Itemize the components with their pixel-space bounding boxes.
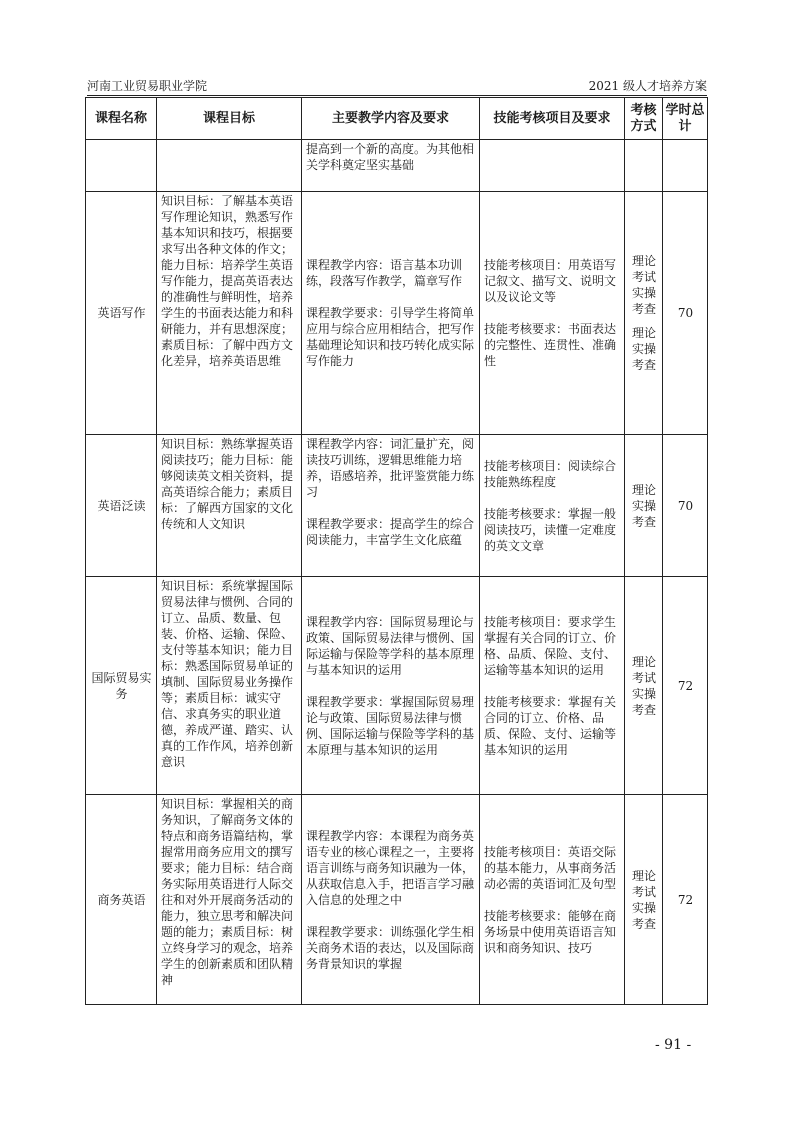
assessment-method: 理论实操考查: [625, 435, 663, 577]
course-name: 国际贸易实务: [86, 577, 157, 795]
col-header-skill: 技能考核项目及要求: [480, 98, 625, 140]
skill-assessment: [480, 192, 625, 435]
col-header-goal: 课程目标: [157, 98, 302, 140]
col-header-name: 课程名称: [86, 98, 157, 140]
table-header-row: [86, 98, 708, 140]
table-cell: [157, 140, 302, 192]
requirement-text: 课程教学要求：掌握国际贸易理论与政策、国际贸易法律与惯例、国际运输与保险等学科的基本原理与基本知识的运用: [306, 694, 475, 757]
header-program-title: 2021 级人才培养方案: [588, 79, 707, 93]
total-hours: 70: [663, 192, 708, 435]
table-row: [86, 192, 708, 435]
table-cell: [663, 140, 708, 192]
table-cell: [480, 140, 625, 192]
assessment-method: 理论考试实操考查: [625, 795, 663, 1005]
table-row: [86, 435, 708, 577]
method-text: 理论实操考查: [631, 326, 656, 372]
content-continuation: 提高到一个新的高度。为其他相关学科奠定坚实基础: [302, 140, 480, 192]
assessment-method: [625, 192, 663, 435]
content-text: 课程教学内容：国际贸易理论与政策、国际贸易法律与惯例、国际运输与保险等学科的基本原理与基本知识的运用: [306, 614, 475, 677]
course-content: [302, 795, 480, 1005]
skill-item: 技能考核项目：要求学生掌握有关合同的订立、价格、品质、保险、支付、运输等基本知识的运用: [484, 614, 617, 677]
content-text: 课程教学内容：语言基本功训练，段落写作教学，篇章写作: [306, 258, 463, 288]
table-cell: [625, 140, 663, 192]
course-name: 英语泛读: [86, 435, 157, 577]
content-text: 课程教学内容：本课程为商务英语专业的核心课程之一，主要将语言训练与商务知识融为一体，从获取信息入手，把语言学习融入信息的处理之中: [306, 828, 475, 907]
skill-item: 技能考核项目：阅读综合技能熟练程度: [484, 458, 617, 489]
method-text: 理论考试实操考查: [631, 254, 656, 316]
total-hours: 70: [663, 435, 708, 577]
header-institution: 河南工业贸易职业学院: [87, 79, 208, 93]
col-header-hours: 学时总计: [663, 98, 708, 140]
course-goal: 知识目标：系统掌握国际贸易法律与惯例、合同的订立、品质、数量、包装、价格、运输、保险、支付等基本知识；能力目标：熟悉国际贸易单证的填制、国际贸易业务操作等；素质目标：诚实守信、求真务实的职业道德，养成严谨、踏实、认真的工作作风，培养创新意识: [157, 577, 302, 795]
table-row: [86, 795, 708, 1005]
table-row: [86, 577, 708, 795]
skill-requirement: 技能考核要求：能够在商务场景中使用英语语言知识和商务知识、技巧: [484, 908, 617, 955]
course-table: [85, 97, 708, 1005]
skill-requirement: 技能考核要求：掌握有关合同的订立、价格、品质、保险、支付、运输等基本知识的运用: [484, 694, 617, 757]
skill-item: 技能考核项目：用英语写记叙文、描写文、说明文以及议论文等: [484, 258, 617, 304]
total-hours: 72: [663, 795, 708, 1005]
requirement-text: 课程教学要求：引导学生将简单应用与综合应用相结合，把写作基础理论知识和技巧转化成实际写作能力: [306, 306, 475, 368]
table-cell: [86, 140, 157, 192]
requirement-text: 课程教学要求：提高学生的综合阅读能力，丰富学生文化底蕴: [306, 517, 475, 547]
course-content: [302, 577, 480, 795]
skill-assessment: [480, 795, 625, 1005]
course-content: [302, 192, 480, 435]
page-header: [87, 75, 707, 96]
page-number: - 91 -: [655, 1037, 692, 1053]
skill-assessment: [480, 577, 625, 795]
col-header-method: 考核方式: [625, 98, 663, 140]
requirement-text: 课程教学要求：训练强化学生相关商务术语的表达，以及国际商务背景知识的掌握: [306, 924, 475, 971]
course-name: 英语写作: [86, 192, 157, 435]
content-text: 课程教学内容：词汇量扩充，阅读技巧训练，逻辑思维能力培养，语感培养，批评鉴赏能力练习: [306, 437, 475, 499]
course-goal: 知识目标：熟练掌握英语阅读技巧；能力目标：能够阅读英文相关资料，提高英语综合能力；素质目标：了解西方国家的文化传统和人文知识: [157, 435, 302, 577]
skill-requirement: 技能考核要求：书面表达的完整性、连贯性、准确性: [484, 322, 617, 368]
assessment-method: 理论考试实操考查: [625, 577, 663, 795]
skill-requirement: 技能考核要求：掌握一般阅读技巧，读懂一定难度的英文文章: [484, 506, 617, 553]
total-hours: 72: [663, 577, 708, 795]
col-header-content: 主要教学内容及要求: [302, 98, 480, 140]
skill-item: 技能考核项目：英语交际的基本能力，从事商务活动必需的英语词汇及句型: [484, 844, 617, 891]
course-content: [302, 435, 480, 577]
course-goal: 知识目标：掌握相关的商务知识，了解商务文体的特点和商务语篇结构，掌握常用商务应用文的撰写要求；能力目标：结合商务实际用英语进行人际交往和对外开展商务活动的能力，独立思考和解决问题的能力；素质目标：树立终身学习的观念，培养学生的创新素质和团队精神: [157, 795, 302, 1005]
table-row-continuation: [86, 140, 708, 192]
course-goal: 知识目标：了解基本英语写作理论知识，熟悉写作基本知识和技巧，根据要求写出各种文体的作文；能力目标：培养学生英语写作能力，提高英语表达的准确性与鲜明性，培养学生的书面表达能力和科研能力，并有思想深度；素质目标：了解中西方文化差异，培养英语思维: [157, 192, 302, 435]
course-name: 商务英语: [86, 795, 157, 1005]
skill-assessment: [480, 435, 625, 577]
